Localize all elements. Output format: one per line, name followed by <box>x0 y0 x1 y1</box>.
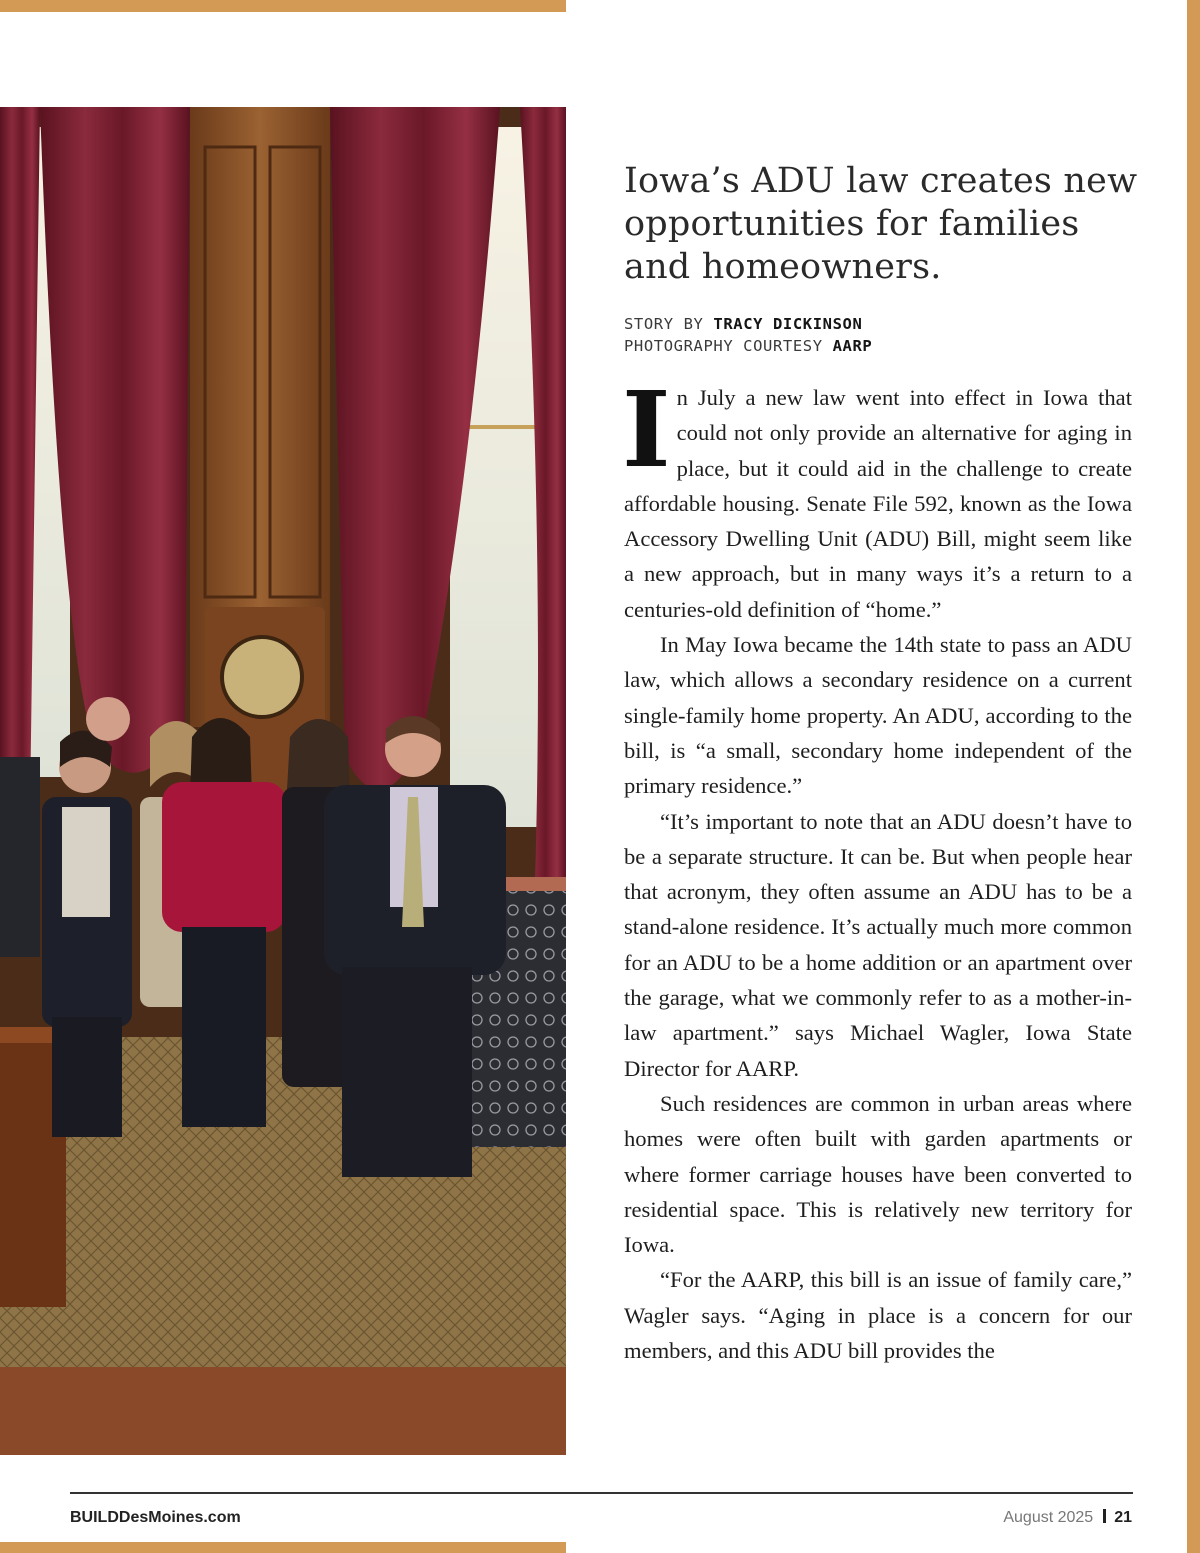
story-credit-prefix: STORY BY <box>624 315 704 333</box>
bottom-accent-bar <box>0 1542 566 1553</box>
story-author: TRACY DICKINSON <box>713 315 863 333</box>
right-accent-bar <box>1187 0 1200 1553</box>
story-credit-line <box>624 313 1144 335</box>
body-paragraph: In May Iowa became the 14th state to pass an ADU law, which allows a secondary residence on a current single-family home property. An ADU, according to the bill, is “a small, secondary home independent of the primary residence.” <box>624 632 1132 799</box>
footer-website: BUILDDesMoines.com <box>70 1509 241 1526</box>
body-paragraph: Such residences are common in urban areas where homes were often built with garden apartments or where former carriage houses have been converted to residential space. This is relatively new territory for Iowa. <box>624 1090 1132 1258</box>
photo-source: AARP <box>832 337 873 355</box>
issue-date: August 2025 <box>1003 1509 1094 1526</box>
footer-folio <box>1003 1509 1132 1527</box>
footer-rule <box>70 1492 1133 1494</box>
article-body <box>622 368 1132 1368</box>
paragraph-text: n July a new law went into effect in Iowa that could not only provide an alternative for aging in place, but it could aid in the challenge to create affordable housing. Senate File 592, known as the Iowa Accessory Dwelling Unit (ADU) Bill, might seem like a new approach, but in many ways it’s a return to a centuries-old definition of “home.” <box>624 385 1132 622</box>
body-paragraph: “It’s important to note that an ADU doesn’t have to be a separate structure. It can be. But when people hear that acronym, they often assume an ADU has to be a stand-alone residence. It’s actually much more common for an ADU to be a home addition or an apartment over the garage, what we commonly refer to as a mother-in-law apartment.” says Michael Wagler, Iowa State Director for AARP. <box>624 808 1132 1081</box>
article-headline: Iowa’s ADU law creates new opportunities for families and homeowners. <box>624 161 1138 287</box>
drop-cap: I <box>622 368 671 491</box>
photo-credit-line <box>624 335 1144 357</box>
folio-separator <box>1103 1509 1106 1523</box>
top-accent-bar <box>0 0 566 12</box>
article-credits <box>624 313 1144 357</box>
group-photo <box>0 107 566 1455</box>
body-paragraph: “For the AARP, this bill is an issue of family care,” Wagler says. “Aging in place is a concern for our members, and this ADU bill provides the <box>624 1267 1132 1364</box>
photo-credit-prefix: PHOTOGRAPHY COURTESY <box>624 337 823 355</box>
body-paragraph <box>622 368 1132 627</box>
page-number: 21 <box>1114 1509 1132 1526</box>
